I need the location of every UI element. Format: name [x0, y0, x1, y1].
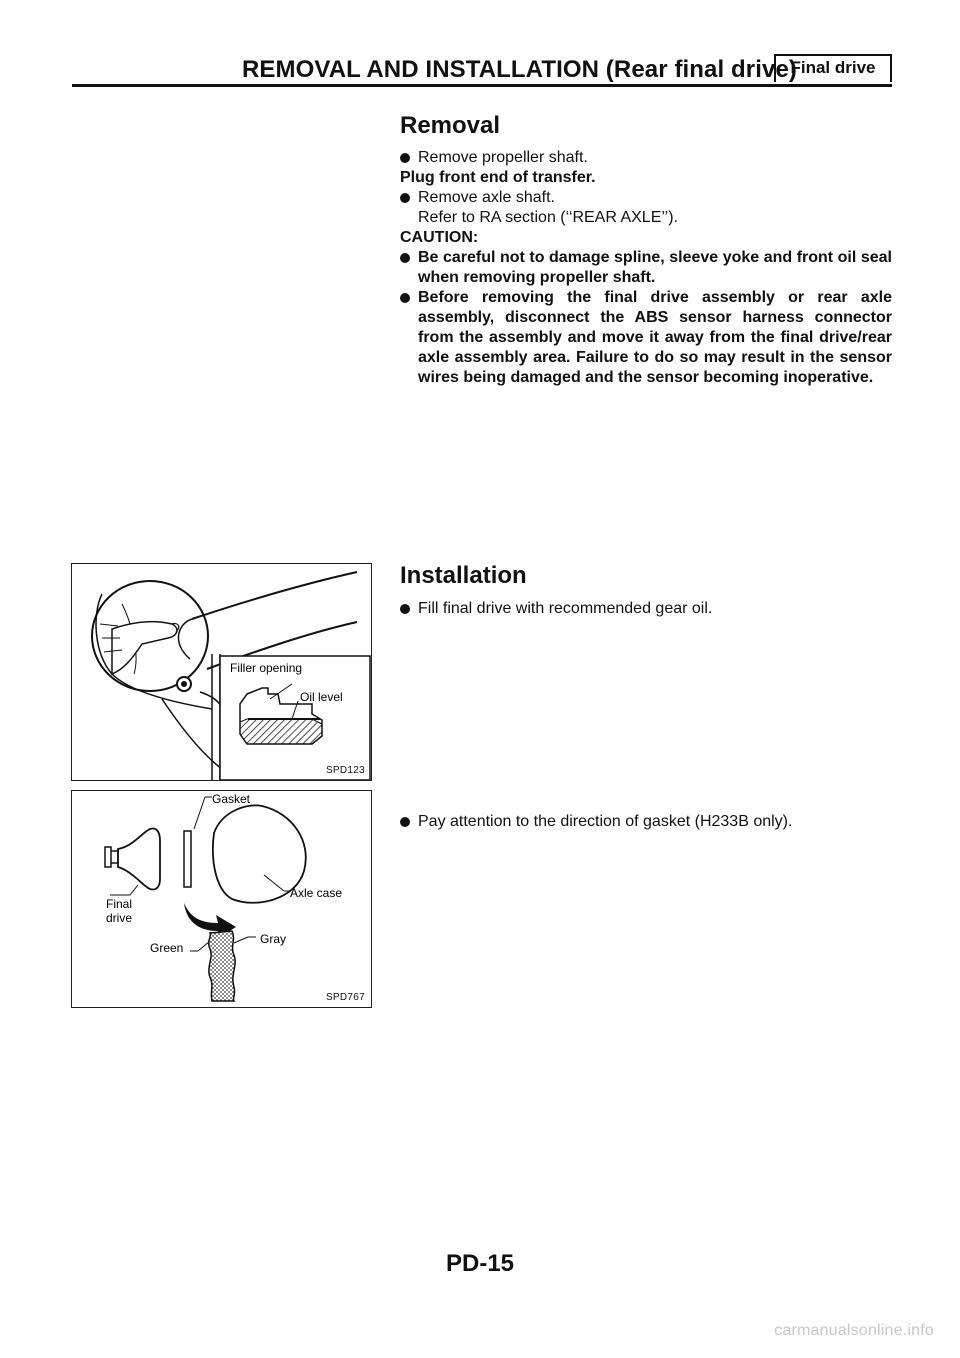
- bullet-icon: [400, 604, 410, 614]
- removal-item-3: Remove axle shaft.: [418, 189, 555, 206]
- figure-code: SPD767: [325, 992, 365, 1003]
- installation-item-2: Pay attention to the direction of gasket (H233B only).: [418, 813, 793, 830]
- bullet-icon: [400, 293, 410, 303]
- caution-label: CAUTION:: [400, 229, 479, 246]
- removal-item-2: Plug front end of transfer.: [400, 169, 596, 186]
- bullet-icon: [400, 817, 410, 827]
- figure-filler-opening: [71, 563, 372, 781]
- installation-item-1: Fill final drive with recommended gear oil.: [418, 600, 713, 617]
- filler-opening-label: Filler opening: [230, 661, 303, 675]
- removal-item-4: Refer to RA section (‘‘REAR AXLE’’).: [418, 209, 678, 226]
- removal-item-1: Remove propeller shaft.: [418, 149, 588, 166]
- gasket-direction-illustration: [72, 791, 371, 1007]
- bullet-icon: [400, 253, 410, 263]
- gasket-label: Gasket: [212, 792, 251, 806]
- oil-level-label: Oil level: [300, 690, 343, 704]
- bullet-icon: [400, 153, 410, 163]
- watermark: carmanualsonline.info: [774, 1322, 934, 1339]
- header-title: REMOVAL AND INSTALLATION (Rear final drive): [242, 56, 797, 83]
- drive-label: drive: [106, 911, 133, 925]
- caution-item-2: Before removing the final drive assembly or rear axle assembly, disconnect the ABS sensor harness connector from the assembly and move it away from the final drive/rear axle assembly area. Failure to do so may result in the sensor wires being damaged and the sensor becoming inoperative.: [418, 289, 892, 386]
- bullet-icon: [400, 193, 410, 203]
- axle-case-label: Axle case: [290, 886, 343, 900]
- removal-title: Removal: [400, 112, 501, 139]
- filler-opening-illustration: [72, 564, 371, 780]
- installation-title: Installation: [400, 562, 527, 589]
- header-section-tag: Final drive: [774, 54, 892, 82]
- caution-item-1: Be careful not to damage spline, sleeve yoke and front oil seal when removing propeller shaft.: [418, 249, 892, 286]
- final-label: Final: [106, 897, 133, 911]
- green-label: Green: [150, 941, 184, 955]
- figure-gasket-direction: [71, 790, 372, 1008]
- gray-label: Gray: [260, 932, 287, 946]
- figure-code: SPD123: [325, 765, 365, 776]
- page-header: [72, 48, 892, 88]
- page-number: PD-15: [445, 1250, 515, 1277]
- header-rule: [72, 84, 892, 87]
